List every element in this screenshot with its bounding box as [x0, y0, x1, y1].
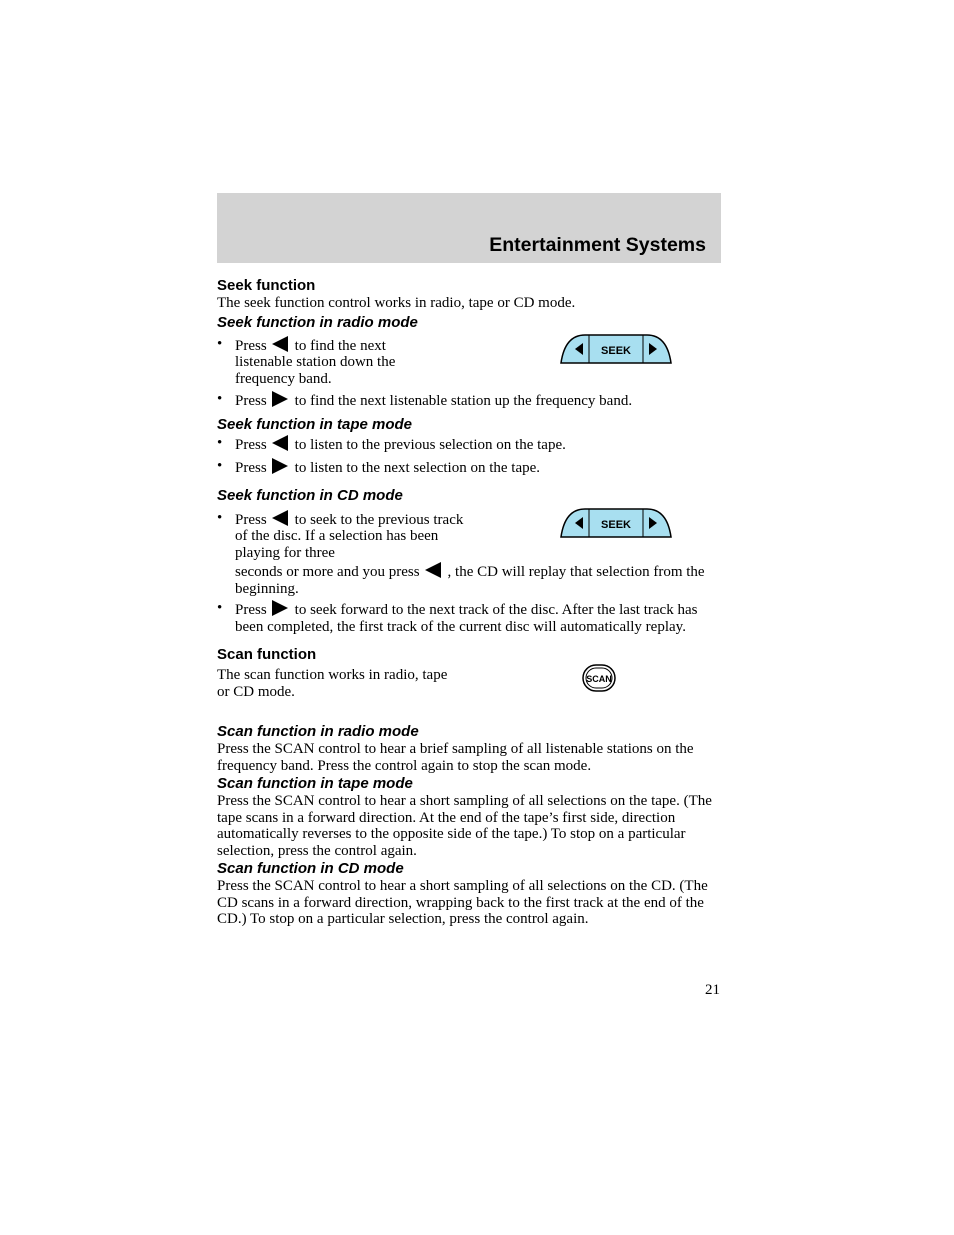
seek-left-arrow-icon	[424, 562, 442, 578]
scan-button-label: SCAN	[586, 674, 612, 684]
seek-left-arrow-icon	[271, 336, 289, 352]
scan-tape-text: Press the SCAN control to hear a short sampling of all selections on the tape. (The tape scans in a forward direction. At the end of the tape’s first side, direction automatically reverses to the opposite side of the tape.) To stop on a particular selection, press the control again.	[217, 793, 712, 859]
scan-button-icon	[581, 663, 617, 693]
seek-radio-list	[217, 336, 717, 410]
scan-radio-heading: Scan function in radio mode	[217, 723, 419, 740]
scan-intro: The scan function works in radio, tape or CD mode.	[217, 667, 448, 700]
scan-cd-text: Press the SCAN control to hear a short sampling of all selections on the CD. (The CD scans in a forward direction, wrapping back to the first track at the end of the CD.) To stop on a particular selection, press the control again.	[217, 878, 708, 927]
section-title: Entertainment Systems	[489, 234, 706, 256]
seek-intro: The seek function control works in radio, tape or CD mode.	[217, 295, 576, 311]
seek-tape-heading: Seek function in tape mode	[217, 415, 413, 433]
seek-right-arrow-icon	[271, 458, 289, 474]
seek-right-arrow-icon	[271, 600, 289, 616]
seek-left-arrow-icon	[271, 435, 289, 451]
seek-right-arrow-icon	[271, 391, 289, 407]
scan-radio-text: Press the SCAN control to hear a brief sampling of all listenable stations on the frequency band. Press the control again to stop the scan mode.	[217, 741, 694, 774]
seek-left-arrow-icon	[271, 510, 289, 526]
seek-button-icon	[559, 333, 673, 365]
list-item: • Press to seek forward to the next track of the disc. After the last track has been completed, the first track of the current disc will automatically replay.	[217, 600, 717, 635]
list-item: • Press to seek to the previous track of the disc. If a selection has been playing for three SEEK seconds or more and you press , the CD will replay that selection from the beginning.	[217, 510, 717, 598]
seek-tape-list	[217, 435, 717, 477]
list-item: • Press to find the next listenable station up the frequency band.	[217, 391, 717, 410]
seek-cd-list	[217, 510, 717, 636]
page-content	[217, 276, 717, 928]
seek-button-icon	[559, 507, 673, 539]
list-item: • Press to listen to the next selection on the tape.	[217, 458, 717, 477]
scan-cd-heading: Scan function in CD mode	[217, 860, 404, 877]
scan-tape-heading: Scan function in tape mode	[217, 775, 413, 792]
list-item: • Press to find the next listenable station down the frequency band. SEEK	[217, 336, 717, 388]
list-item: • Press to listen to the previous selection on the tape.	[217, 435, 717, 454]
seek-button-label: SEEK	[601, 518, 631, 531]
scan-heading: Scan function	[217, 646, 317, 663]
seek-heading: Seek function	[217, 277, 316, 294]
seek-button-label: SEEK	[601, 344, 631, 357]
header-band	[217, 193, 721, 263]
seek-cd-heading: Seek function in CD mode	[217, 486, 403, 504]
seek-radio-heading: Seek function in radio mode	[217, 313, 418, 331]
page-number: 21	[705, 982, 720, 998]
